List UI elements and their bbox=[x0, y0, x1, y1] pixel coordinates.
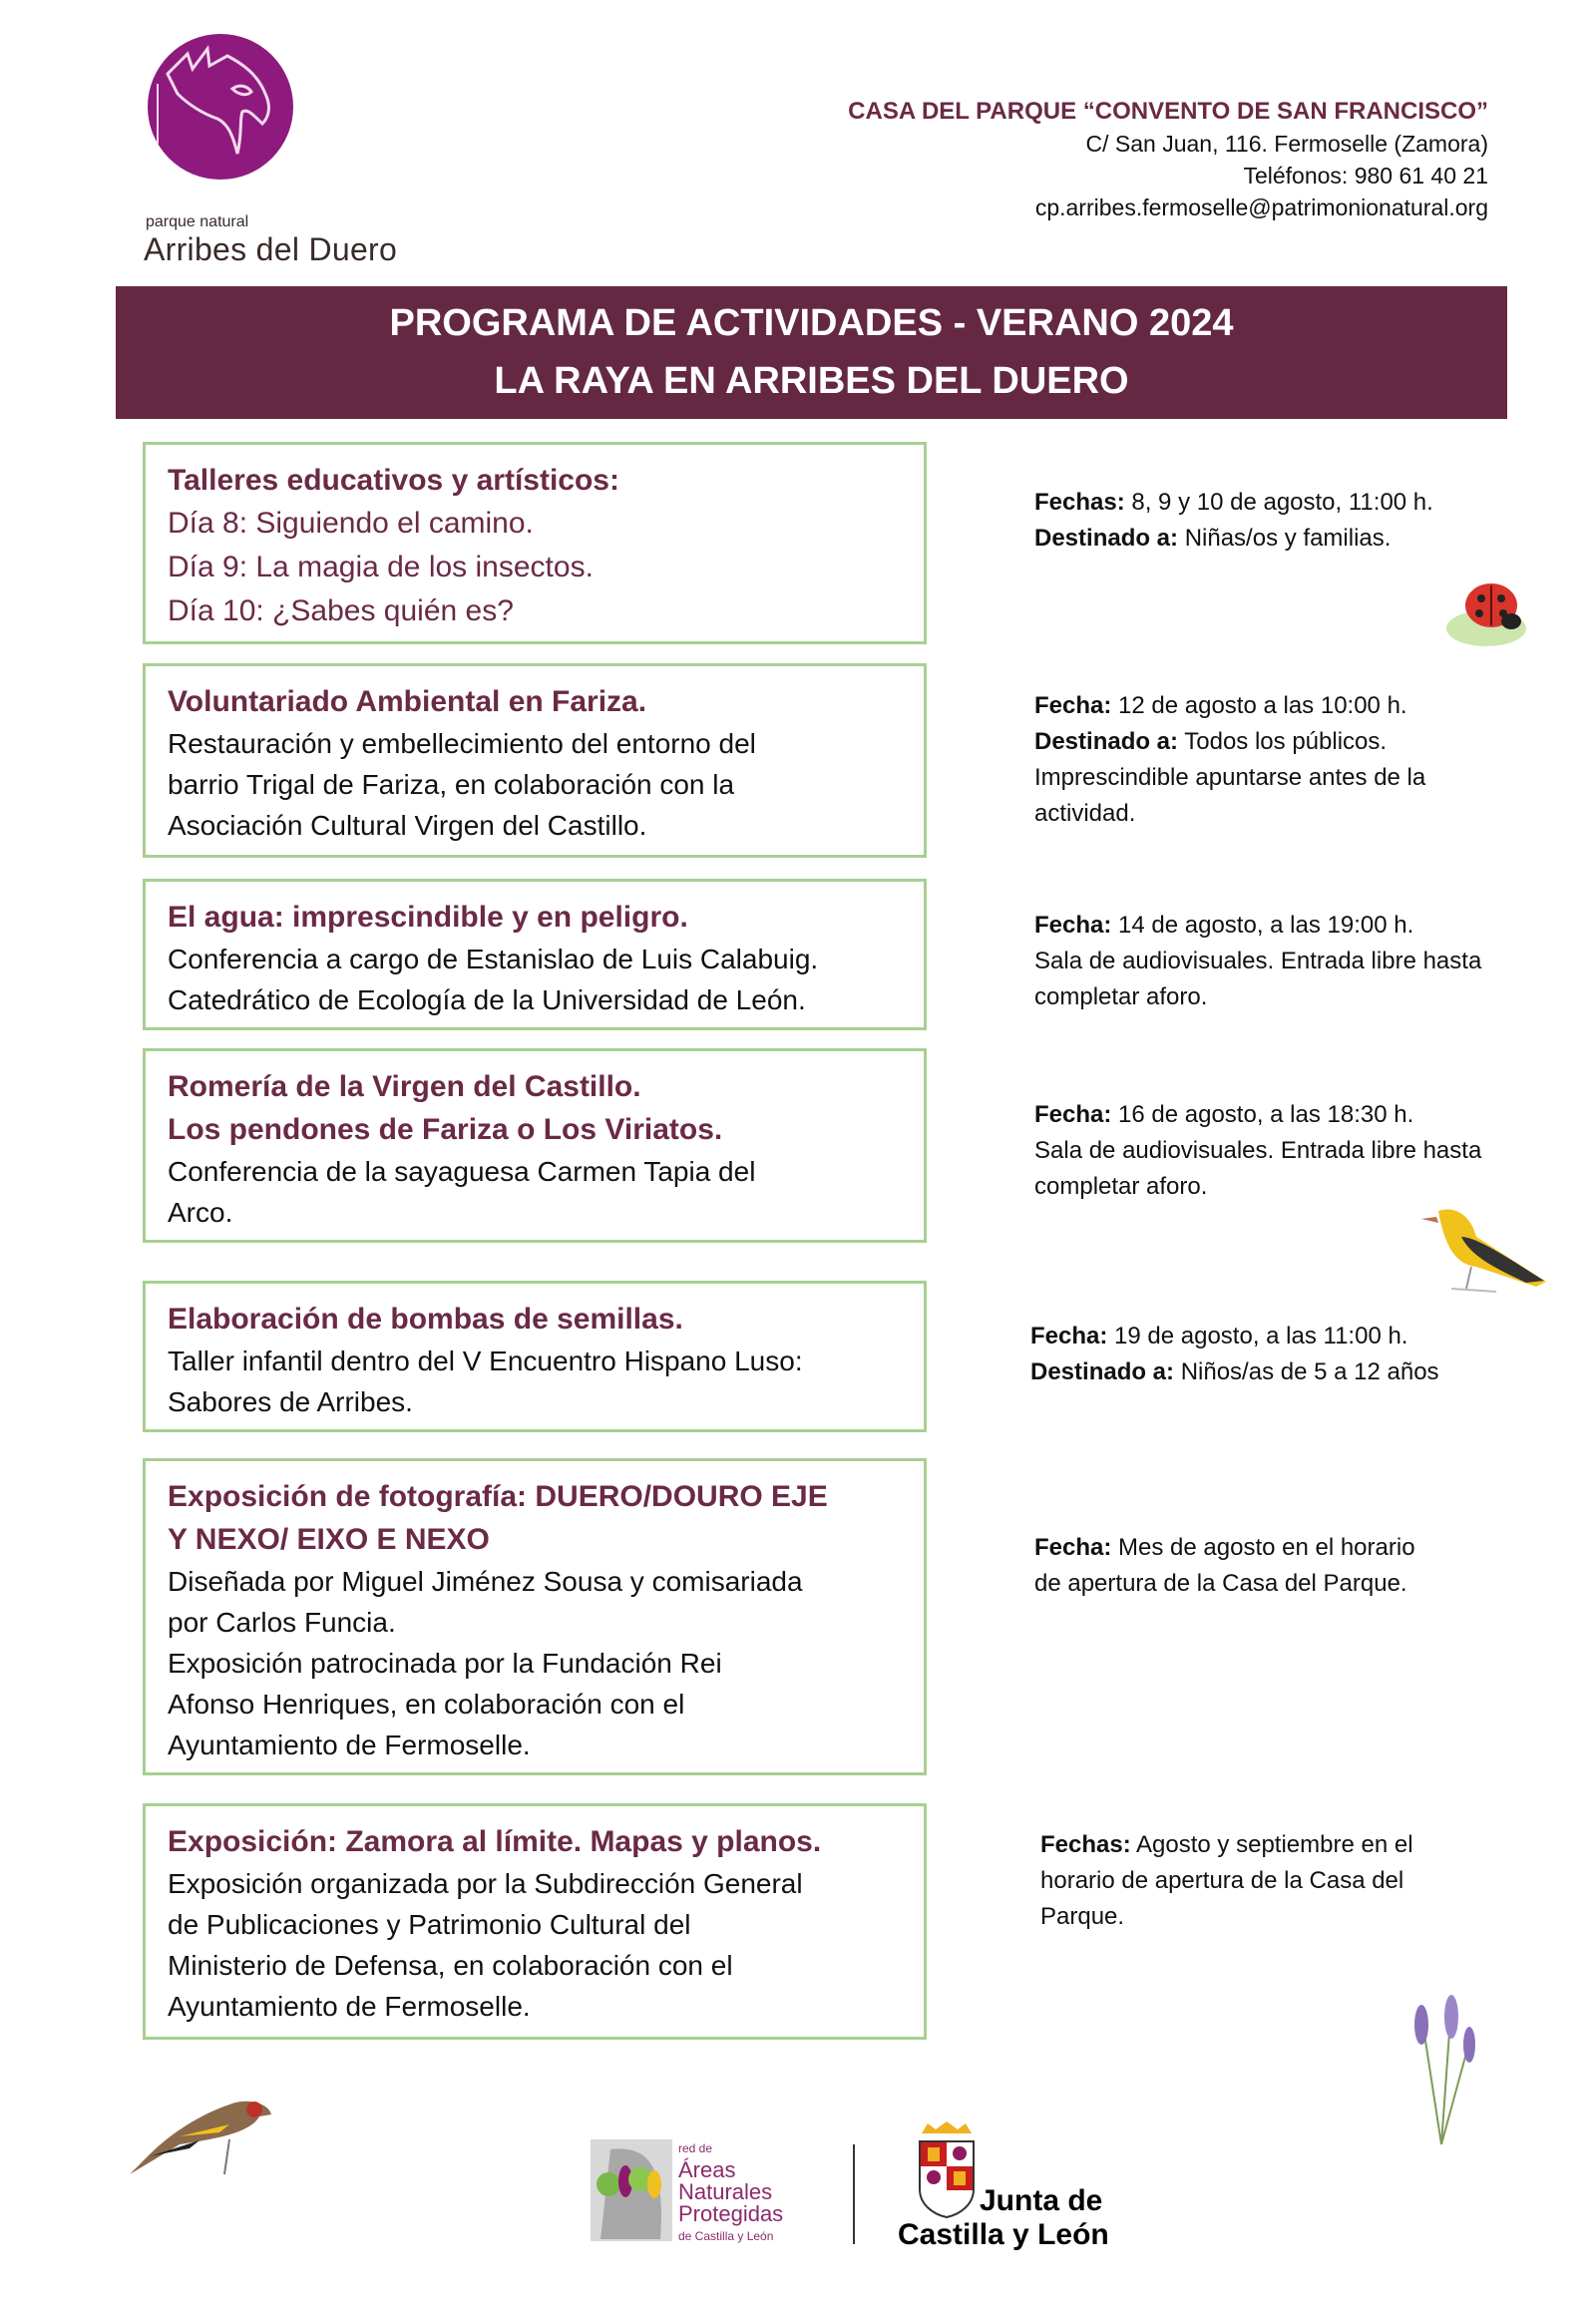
activity-day: Día 9: La magia de los insectos. bbox=[168, 551, 594, 583]
activity-desc: Ayuntamiento de Fermoselle. bbox=[168, 1729, 531, 1760]
info-value: Niños/as de 5 a 12 años bbox=[1174, 1358, 1439, 1385]
activity-desc: Conferencia de la sayaguesa Carmen Tapia del bbox=[168, 1156, 756, 1187]
banner-title: PROGRAMA DE ACTIVIDADES - VERANO 2024 bbox=[389, 302, 1234, 344]
ladybug-icon bbox=[1441, 564, 1541, 658]
activity-desc: Diseñada por Miguel Jiménez Sousa y comisariada bbox=[168, 1566, 803, 1597]
activity-title: Exposición: Zamora al límite. Mapas y planos. bbox=[168, 1825, 822, 1858]
activity-day: Día 10: ¿Sabes quién es? bbox=[168, 594, 514, 627]
contact-phone: Teléfonos: 980 61 40 21 bbox=[1243, 163, 1488, 189]
activity-title: Exposición de fotografía: DUERO/DOURO EJE bbox=[168, 1480, 828, 1513]
info-extra: Sala de audiovisuales. Entrada libre hasta bbox=[1034, 1137, 1482, 1164]
logo-subtitle: parque natural bbox=[146, 213, 249, 230]
contact-org: CASA DEL PARQUE “CONVENTO DE SAN FRANCISCO” bbox=[848, 98, 1488, 125]
info-label: Destinado a: bbox=[1034, 525, 1179, 552]
info-value: Todos los públicos. bbox=[1178, 728, 1388, 755]
info-extra: actividad. bbox=[1034, 800, 1136, 827]
activity-desc: Arco. bbox=[168, 1197, 233, 1228]
activity-box-talleres bbox=[143, 442, 927, 644]
vulture-head-icon bbox=[148, 34, 293, 180]
info-extra: completar aforo. bbox=[1034, 983, 1208, 1010]
activity-title: Elaboración de bombas de semillas. bbox=[168, 1303, 683, 1336]
info-value: 12 de agosto a las 10:00 h. bbox=[1111, 692, 1407, 719]
info-value: Agosto y septiembre en el bbox=[1130, 1831, 1413, 1858]
activity-info-agua bbox=[1034, 908, 1481, 1015]
info-label: Fecha: bbox=[1030, 1323, 1108, 1349]
activity-desc: de Publicaciones y Patrimonio Cultural del bbox=[168, 1909, 691, 1940]
contact-email[interactable]: cp.arribes.fermoselle@patrimonionatural.org bbox=[1034, 194, 1488, 220]
activity-box-romeria bbox=[143, 1048, 927, 1243]
info-extra: horario de apertura de la Casa del bbox=[1040, 1867, 1404, 1894]
anp-logo-icon bbox=[591, 2139, 672, 2246]
anp-line-2: Naturales bbox=[678, 2179, 773, 2204]
jcyl-line-2: Castilla y León bbox=[898, 2218, 1109, 2251]
activity-desc: Exposición organizada por la Subdirección General bbox=[168, 1868, 803, 1899]
anp-line-4: de Castilla y León bbox=[678, 2229, 774, 2243]
activity-title-2: Los pendones de Fariza o Los Viriatos. bbox=[168, 1113, 723, 1146]
activity-title: Talleres educativos y artísticos: bbox=[168, 464, 619, 497]
park-logo-icon bbox=[148, 34, 293, 180]
activity-day: Día 8: Siguiendo el camino. bbox=[168, 507, 534, 540]
info-label: Fecha: bbox=[1034, 1534, 1112, 1561]
goldfinch-bird-icon bbox=[120, 2075, 279, 2189]
activity-desc: Restauración y embellecimiento del entorno del bbox=[168, 728, 756, 759]
activity-desc: Afonso Henriques, en colaboración con el bbox=[168, 1689, 685, 1720]
activity-info-semillas bbox=[1030, 1319, 1439, 1390]
info-label: Fechas: bbox=[1040, 1831, 1131, 1858]
program-banner bbox=[116, 286, 1507, 419]
oriole-bird-icon bbox=[1416, 1197, 1566, 1312]
contact-block bbox=[848, 96, 1488, 223]
activity-desc: Catedrático de Ecología de la Universidad de León. bbox=[168, 984, 806, 1015]
activity-title: El agua: imprescindible y en peligro. bbox=[168, 901, 688, 934]
activity-desc: Asociación Cultural Virgen del Castillo. bbox=[168, 810, 647, 841]
activity-desc: por Carlos Funcia. bbox=[168, 1607, 396, 1638]
activity-box-agua bbox=[143, 879, 927, 1030]
activity-desc: Ministerio de Defensa, en colaboración con el bbox=[168, 1950, 733, 1981]
anp-red-de: red de bbox=[678, 2141, 713, 2155]
activity-box-zamora bbox=[143, 1803, 927, 2040]
info-extra: Parque. bbox=[1040, 1903, 1125, 1930]
info-value: 16 de agosto, a las 18:30 h. bbox=[1111, 1101, 1414, 1128]
activity-desc: Exposición patrocinada por la Fundación Rei bbox=[168, 1648, 722, 1679]
info-value: 8, 9 y 10 de agosto, 11:00 h. bbox=[1124, 489, 1433, 516]
info-label: Destinado a: bbox=[1034, 728, 1179, 755]
jcyl-logo-text bbox=[898, 2184, 1109, 2252]
info-value: Niñas/os y familias. bbox=[1178, 525, 1392, 552]
info-value: 14 de agosto, a las 19:00 h. bbox=[1111, 912, 1414, 939]
anp-line-1: Áreas bbox=[678, 2157, 736, 2182]
info-label: Fecha: bbox=[1034, 692, 1112, 719]
activity-info-talleres bbox=[1034, 485, 1433, 557]
info-label: Fecha: bbox=[1034, 912, 1112, 939]
activity-box-fotografia bbox=[143, 1458, 927, 1775]
info-label: Fechas: bbox=[1034, 489, 1125, 516]
activity-desc: Conferencia a cargo de Estanislao de Luis Calabuig. bbox=[168, 944, 819, 974]
banner-subtitle: LA RAYA EN ARRIBES DEL DUERO bbox=[494, 360, 1129, 402]
activity-desc: barrio Trigal de Fariza, en colaboración con la bbox=[168, 769, 735, 800]
activity-info-fotografia bbox=[1034, 1530, 1415, 1602]
activity-desc: Taller infantil dentro del V Encuentro Hispano Luso: bbox=[168, 1345, 803, 1376]
activity-desc: Sabores de Arribes. bbox=[168, 1386, 413, 1417]
info-value: 19 de agosto, a las 11:00 h. bbox=[1107, 1323, 1408, 1349]
info-extra: completar aforo. bbox=[1034, 1173, 1208, 1200]
info-extra: Imprescindible apuntarse antes de la bbox=[1034, 764, 1426, 791]
activity-title: Romería de la Virgen del Castillo. bbox=[168, 1070, 641, 1103]
info-extra: Sala de audiovisuales. Entrada libre hasta bbox=[1034, 948, 1482, 974]
contact-address: C/ San Juan, 116. Fermoselle (Zamora) bbox=[1085, 131, 1488, 157]
anp-logo-text bbox=[678, 2137, 783, 2247]
anp-line-3: Protegidas bbox=[678, 2201, 784, 2226]
info-label: Fecha: bbox=[1034, 1101, 1112, 1128]
activity-box-voluntariado bbox=[143, 663, 927, 858]
info-label: Destinado a: bbox=[1030, 1358, 1175, 1385]
activity-desc: Ayuntamiento de Fermoselle. bbox=[168, 1991, 531, 2022]
logo-title: Arribes del Duero bbox=[144, 231, 398, 267]
activity-info-voluntariado bbox=[1034, 688, 1425, 832]
activity-title: Voluntariado Ambiental en Fariza. bbox=[168, 685, 647, 718]
info-extra: de apertura de la Casa del Parque. bbox=[1034, 1570, 1407, 1597]
lavender-flower-icon bbox=[1392, 1995, 1491, 2159]
footer-divider bbox=[853, 2144, 855, 2244]
info-value: Mes de agosto en el horario bbox=[1111, 1534, 1415, 1561]
activity-box-semillas bbox=[143, 1281, 927, 1432]
activity-info-zamora bbox=[1040, 1827, 1413, 1935]
activity-info-romeria bbox=[1034, 1097, 1481, 1205]
activity-title-2: Y NEXO/ EIXO E NEXO bbox=[168, 1523, 490, 1556]
jcyl-line-1: Junta de bbox=[980, 2184, 1103, 2217]
